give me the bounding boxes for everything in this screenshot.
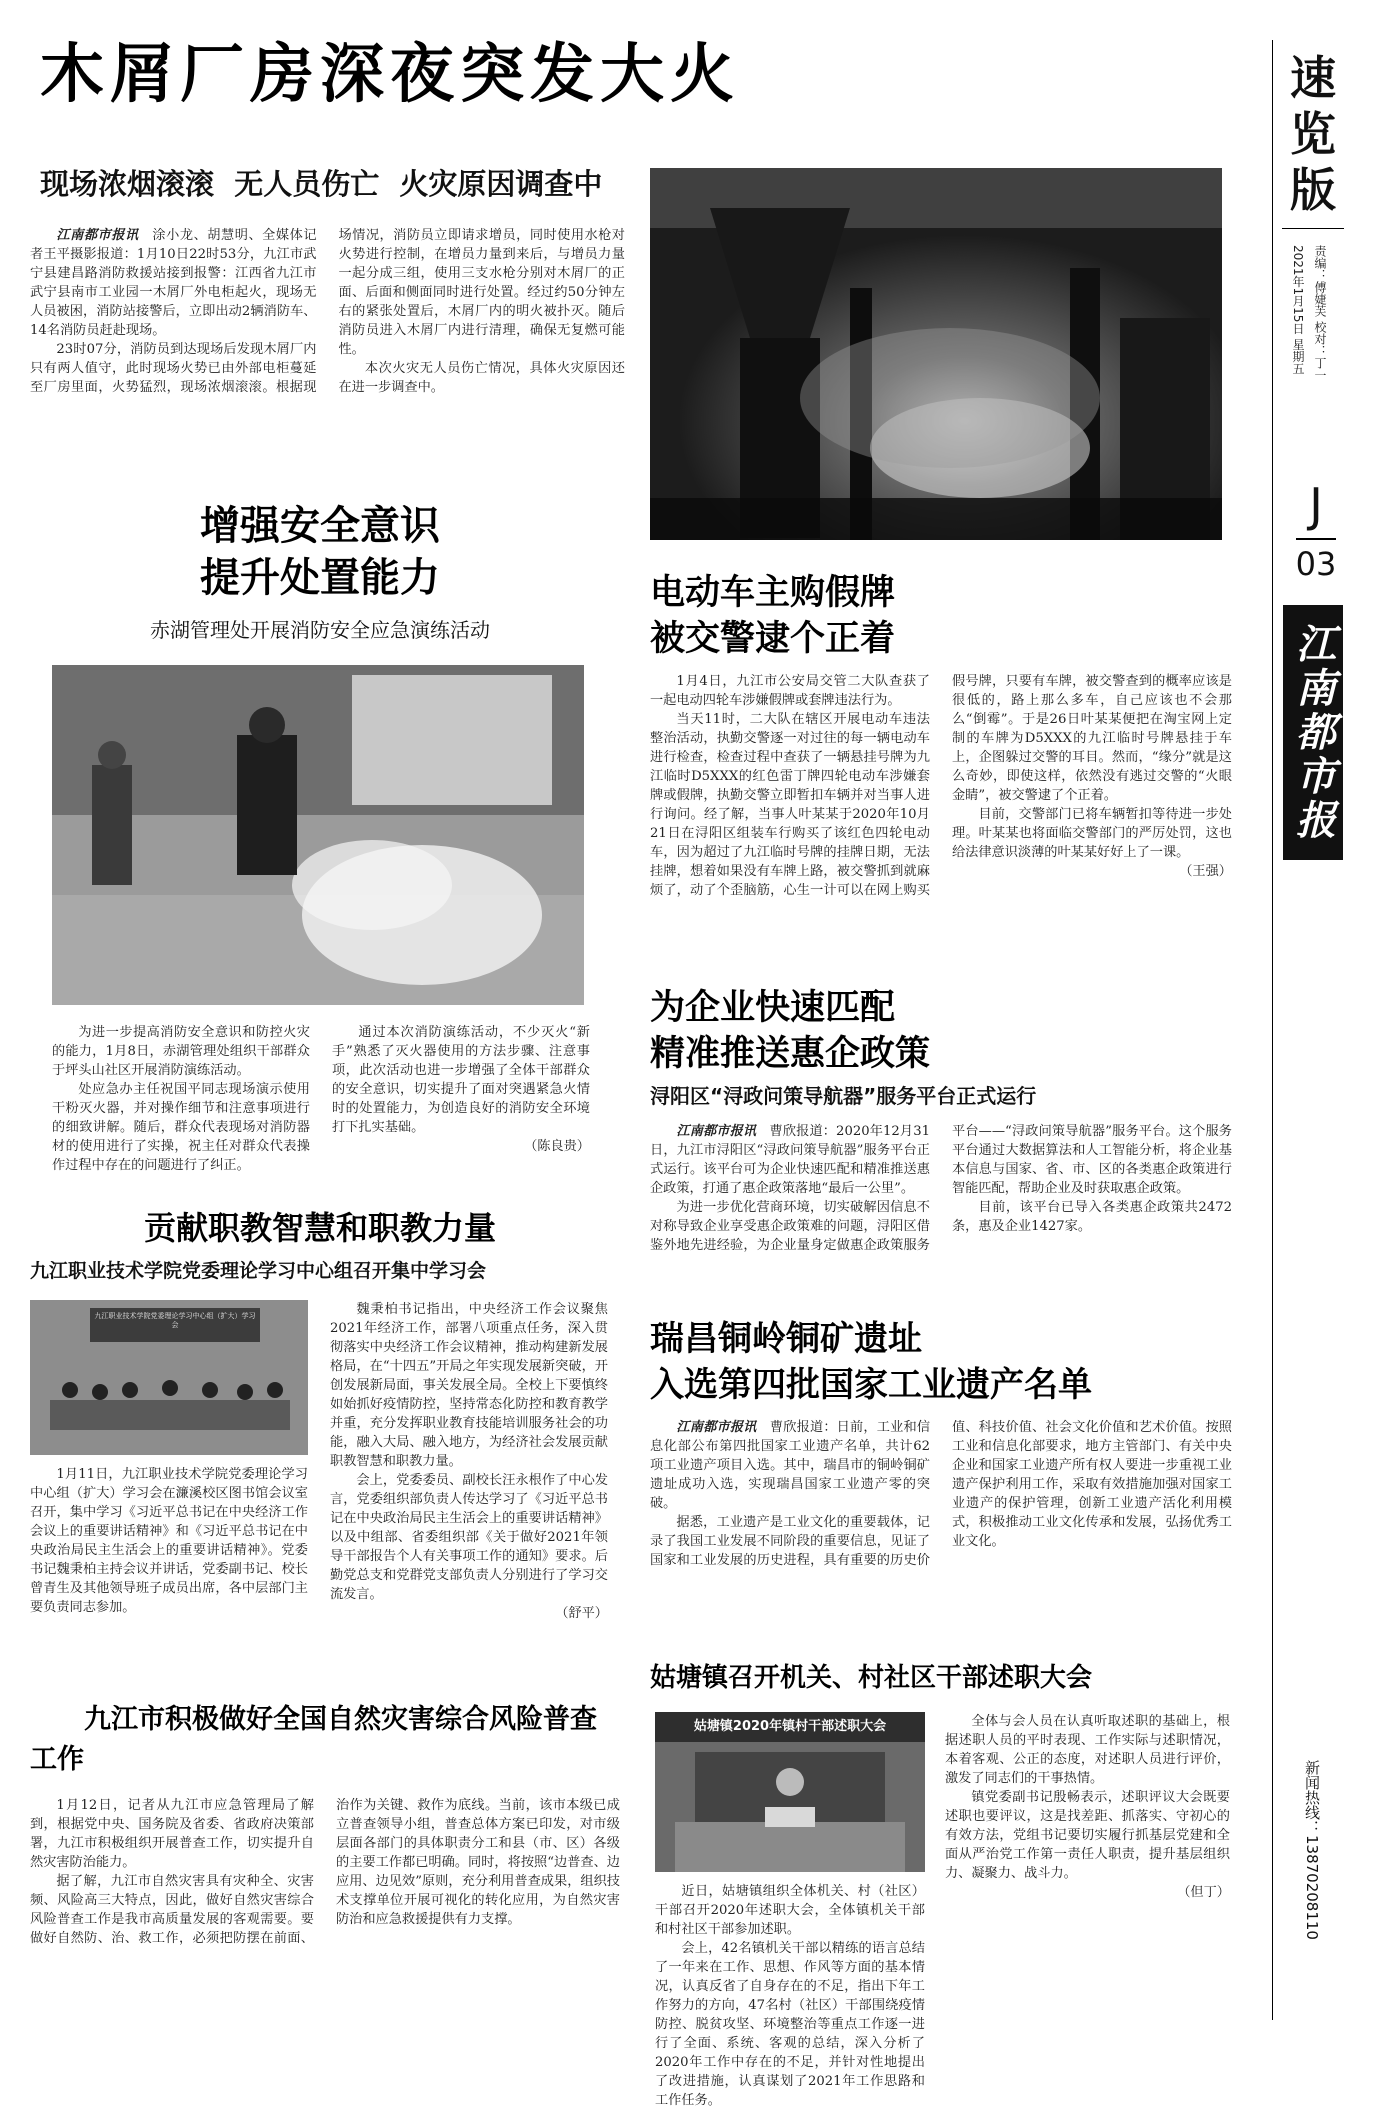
enterprise-byline: 江南都市报讯 — [676, 1124, 757, 1139]
drill-headline-line1: 增强安全意识 — [200, 503, 440, 549]
disaster-paragraph-1: 1月12日，记者从九江市应急管理局了解到，根据党中央、国务院及省委、省政府决策部署，九江市积极组织开展普查工作，切实提升自然灾害防治能力。 — [30, 1798, 314, 1870]
editors-info: 责编：傅婕芙 校对：丁一 — [1313, 245, 1327, 381]
gutang-left-paragraph-1: 近日，姑塘镇组织全体机关、村（社区）干部召开2020年述职大会，全体镇机关干部和村社区干部参加述职。 — [655, 1884, 925, 1937]
mine-headline-line1: 瑞昌铜岭铜矿遗址 — [650, 1319, 922, 1359]
ebike-paragraph-3: 目前，交警部门已将车辆暂扣等待进一步处理。叶某某也将面临交警部门的严厉处罚，这也给法律意识淡薄的叶某某好好上了一课。 — [952, 807, 1232, 860]
vocational-left-body — [30, 1465, 308, 1685]
newspaper-logo — [1283, 605, 1343, 860]
vocational-signature: （舒平） — [555, 1606, 608, 1621]
ebike-signature: （王强） — [1179, 864, 1232, 879]
enterprise-paragraph-1: 曹欣报道：2020年12月31日，九江市浔阳区“浔政问策导航器”服务平台正式运行。该平台可为企业快速匹配和精准推送惠企政策，打通了惠企政策落地“最后一公里”。 — [650, 1124, 931, 1196]
lead-byline: 江南都市报讯 — [56, 228, 139, 243]
gutang-right-paragraph-2: 镇党委副书记殷畅表示，述职评议大会既要述职也要评议，这是找差距、抓落实、守初心的有效方法，党组书记要切实履行抓基层党建和全面从严治党工作第一责任人职责，提升基层组织力、凝聚力、战斗力。 — [945, 1790, 1230, 1881]
ebike-headline — [650, 570, 1250, 662]
gutang-signature: （但丁） — [1177, 1885, 1230, 1900]
page-number-rule — [1296, 538, 1336, 540]
drill-headline — [40, 500, 600, 604]
ebike-paragraph-2: 当天11时，二大队在辖区开展电动车违法整治活动，执勤交警逐一对过往的每一辆电动车进行检查，检查过程中查获了一辆悬挂号牌为九江临时D5XXX的红色雷丁牌四轮电动车涉嫌套牌或假牌，执勤交警立即暂扣车辆并对当事人进行询问。经了解，当事人叶某某于2020年10月21日在浔阳区组装车行购买了该红色四轮电动车，因为超过了九江临时号牌的挂牌日期，无法挂牌，想着如果没有车牌上路，被交警抓到就麻烦了，动了个歪脑筋，心生一计可以在网上购买假号牌，只要有车牌，被交警查到的概率应该是很低的，路上那么多车，自己应该也不会那么“倒霉”。于是26日叶某某便把在淘宝网上定制的车牌为D5XXX的九江临时号牌悬挂于车上，企图躲过交警的耳目。然而，“缘分”就是这么奇妙，即使这样，依然没有逃过交警的“火眼金睛”，被交警逮了个正着。 — [650, 674, 1232, 898]
vocational-right-body — [330, 1300, 608, 1690]
lead-headline: 木屑厂房深夜突发大火 — [40, 38, 740, 112]
drill-body — [52, 1023, 590, 1193]
gutang-left-paragraph-2: 会上，42名镇机关干部以精练的语言总结了一年来在工作、思想、作风等方面的基本情况，认真反省了自身存在的不足，指出下年工作努力的方向，47名村（社区）干部围绕疫情防控、脱贫攻坚、环境整治等重点工作逐一进行了全面、系统、客观的总结，深入分析了2020年工作中存在的不足，并针对性地提出了改进措施，认真谋划了2021年工作思路和工作任务。 — [655, 1941, 925, 2108]
gutang-photo-banner: 姑塘镇2020年镇村干部述职大会 — [693, 1719, 887, 1734]
drill-paragraph-2: 处应急办主任祝国平同志现场演示使用干粉灭火器，并对操作细节和注意事项进行的细致讲解。随后，群众代表现场对消防器材的使用进行了实操，祝主任对群众代表操作过程中存在的问题进行了纠正。 — [52, 1082, 310, 1173]
disaster-headline: 九江市积极做好全国自然灾害综合风险普查工作 — [30, 1704, 597, 1775]
ebike-body — [650, 672, 1232, 964]
vocational-headline: 贡献职教智慧和职教力量 — [143, 1209, 496, 1247]
lead-paragraph-2: 23时07分，消防员到达现场后发现木屑厂内只有两人值守，此时现场火势已由外部电柜蔓延至厂房里面，火势猛烈，现场浓烟滚滚。根据现场情况，消防员立即请求增员，同时使用水枪对火势进行控制，在增员力量到来后，与增员力量一起分成三组，使用三支水枪分别对木屑厂的正面、后面和侧面同时进行处置。经过约50分钟左右的紧张处置后，木屑厂内的明火被扑灭。随后消防员进入木屑厂内进行清理，确保无复燃可能性。 — [30, 228, 625, 395]
section-letter: J — [1309, 478, 1323, 532]
drill-paragraph-1: 为进一步提高消防安全意识和防控火灾的能力，1月8日，赤湖管理处组织干部群众于坪头山社区开展消防演练活动。 — [52, 1025, 310, 1078]
gutang-headline: 姑塘镇召开机关、村社区干部述职大会 — [650, 1663, 1093, 1693]
mine-headline — [650, 1316, 1270, 1408]
newspaper-logo-text: 江南都市报 — [1289, 622, 1337, 843]
drill-signature: （陈良贵） — [524, 1139, 590, 1154]
drill-photo — [52, 665, 584, 1005]
fire-photo — [650, 168, 1222, 540]
gutang-left-body — [655, 1882, 925, 2108]
page-number: 03 — [1295, 545, 1337, 583]
lead-paragraph-3: 本次火灾无人员伤亡情况，具体火灾原因还在进一步调查中。 — [338, 361, 625, 395]
vocational-photo-banner: 九江职业技术学院党委理论学习中心组（扩大）学习会 — [94, 1312, 256, 1329]
disaster-body — [30, 1796, 620, 2016]
ebike-headline-line2: 被交警逮个正着 — [650, 619, 896, 659]
drill-headline-line2: 提升处置能力 — [200, 555, 440, 601]
enterprise-body — [650, 1122, 1232, 1302]
mine-body — [650, 1418, 1232, 1650]
vocational-left-paragraph-1: 1月11日，九江职业技术学院党委理论学习中心组（扩大）学习会在濂溪校区图书馆会议室召开，集中学习《习近平总书记在中央经济工作会议上的重要讲话精神》和《习近平总书记在中央政治局民主生活会上的重要讲话精神》。党委书记魏秉柏主持会议并讲话，党委副书记、校长曾青生及其他领导班子成员出席，各中层部门主要负责同志参加。 — [30, 1467, 308, 1615]
masthead-divider — [1272, 40, 1273, 2020]
ebike-paragraph-1: 1月4日，九江市公安局交管二大队查获了一起电动四轮车涉嫌假牌或套牌违法行为。 — [650, 674, 930, 708]
enterprise-headline-line2: 精准推送惠企政策 — [650, 1034, 931, 1074]
vocational-right-paragraph-2: 会上，党委委员、副校长汪永根作了中心发言，党委组织部负责人传达学习了《习近平总书记在中央政治局民主生活会上的重要讲话精神》以及中组部、省委组织部《关于做好2021年领导干部报告个人有关事项工作的通知》要求。后勤党总支和党群党支部负责人分别进行了学习交流发言。 — [330, 1473, 608, 1602]
enterprise-paragraph-2: 为进一步优化营商环境，切实破解因信息不对称导致企业享受惠企政策难的问题，浔阳区借鉴外地先进经验，为企业量身定做惠企政策服务平台——“浔政问策导航器”服务平台。这个服务平台通过大数据算法和人工智能分析，将企业基本信息与国家、省、市、区的各类惠企政策进行智能匹配，帮助企业及时获取惠企政策。 — [650, 1124, 1232, 1253]
vocational-subheadline: 九江职业技术学院党委理论学习中心组召开集中学习会 — [30, 1260, 487, 1282]
vocational-right-paragraph-1: 魏秉柏书记指出，中央经济工作会议聚焦2021年经济工作，部署八项重点任务，深入贯彻落实中央经济工作会议精神，推动构建新发展格局，在“十四五”开局之年实现发展新突破，开创发展新局面，事关发展全局。全校上下要慎终如始抓好疫情防控，坚持常态化防控和教育教学并重，充分发挥职业教育技能培训服务社会的功能，融入大局、融入地方，为经济社会发展贡献职教智慧和职教力量。 — [330, 1302, 608, 1469]
disaster-paragraph-2: 据了解，九江市自然灾害具有灾种全、灾害频、风险高三大特点，因此，做好自然灾害综合风险普查工作是我市高质量发展的客观需要。要做好自然防、治、救工作，必须把防摆在前面、治作为关键、救作为底线。当前，该市本级已成立普查领导小组，普查总体方案已印发，对市级层面各部门的具体职责分工和县（市、区）各级的主要工作都已明确。同时，将按照“边普查、边应用、边见效”原则，充分利用普查成果，组织技术支撑单位开展可视化的转化应用，为自然灾害防治和应急救援提供有力支撑。 — [30, 1798, 620, 1946]
enterprise-paragraph-3: 目前，该平台已导入各类惠企政策共2472条，惠及企业1427家。 — [952, 1200, 1232, 1234]
gutang-right-paragraph-1: 全体与会人员在认真听取述职的基础上，根据述职人员的平时表现、工作实际与述职情况，本着客观、公正的态度，对述职人员进行评价，激发了同志们的干事热情。 — [945, 1714, 1230, 1786]
enterprise-headline-line1: 为企业快速匹配 — [650, 988, 896, 1028]
edition-rule — [1282, 228, 1344, 229]
mine-paragraph-2: 据悉，工业遗产是工业文化的重要载体，记录了我国工业发展不同阶段的重要信息，见证了国家和工业发展的历史进程，具有重要的历史价值、科技价值、社会文化价值和艺术价值。按照工业和信息化部要求，地方主管部门、有关中央企业和国家工业遗产所有权人要进一步重视工业遗产保护利用工作，采取有效措施加强对国家工业遗产的保护管理，创新工业遗产活化利用模式，积极推动工业文化传承和发展，弘扬优秀工业文化。 — [650, 1420, 1232, 1568]
mine-byline: 江南都市报讯 — [676, 1420, 757, 1435]
mine-paragraph-1: 曹欣报道：日前，工业和信息化部公布第四批国家工业遗产名单，共计62项工业遗产项目入选。其中，瑞昌市的铜岭铜矿遗址成功入选，实现瑞昌国家工业遗产零的突破。 — [650, 1420, 931, 1511]
gutang-photo — [655, 1712, 925, 1872]
enterprise-headline — [650, 985, 1250, 1077]
drill-paragraph-3: 通过本次消防演练活动，不少灭火“新手”熟悉了灭火器使用的方法步骤、注意事项，此次活动也进一步增强了全体干部群众的安全意识，切实提升了面对突遇紧急火情时的处置能力，为创造良好的消防安全环境打下扎实基础。 — [332, 1025, 590, 1135]
lead-subheadline: 现场浓烟滚滚 无人员伤亡 火灾原因调查中 — [40, 167, 603, 201]
lead-paragraph-1: 涂小龙、胡慧明、全媒体记者王平摄影报道：1月10日22时53分，九江市武宁县建昌路消防救援站接到报警：江西省九江市武宁县南市工业园一木屑厂外电柜起火，现场无人员被困，消防站接警后，立即出动2辆消防车、14名消防员赶赴现场。 — [30, 228, 317, 338]
enterprise-subheadline: 浔阳区“浔政问策导航器”服务平台正式运行 — [650, 1084, 1037, 1108]
issue-date: 2021年1月15日 星期五 — [1291, 245, 1305, 375]
lead-body — [30, 226, 625, 454]
vocational-photo — [30, 1300, 308, 1455]
gutang-right-body — [945, 1712, 1230, 2032]
edition-label: 速览版 — [1290, 51, 1336, 217]
drill-subheadline: 赤湖管理处开展消防安全应急演练活动 — [150, 618, 490, 642]
ebike-headline-line1: 电动车主购假牌 — [650, 573, 896, 613]
news-hotline: 新闻热线：13870208110 — [1303, 1760, 1321, 1940]
mine-headline-line2: 入选第四批国家工业遗产名单 — [650, 1365, 1092, 1405]
